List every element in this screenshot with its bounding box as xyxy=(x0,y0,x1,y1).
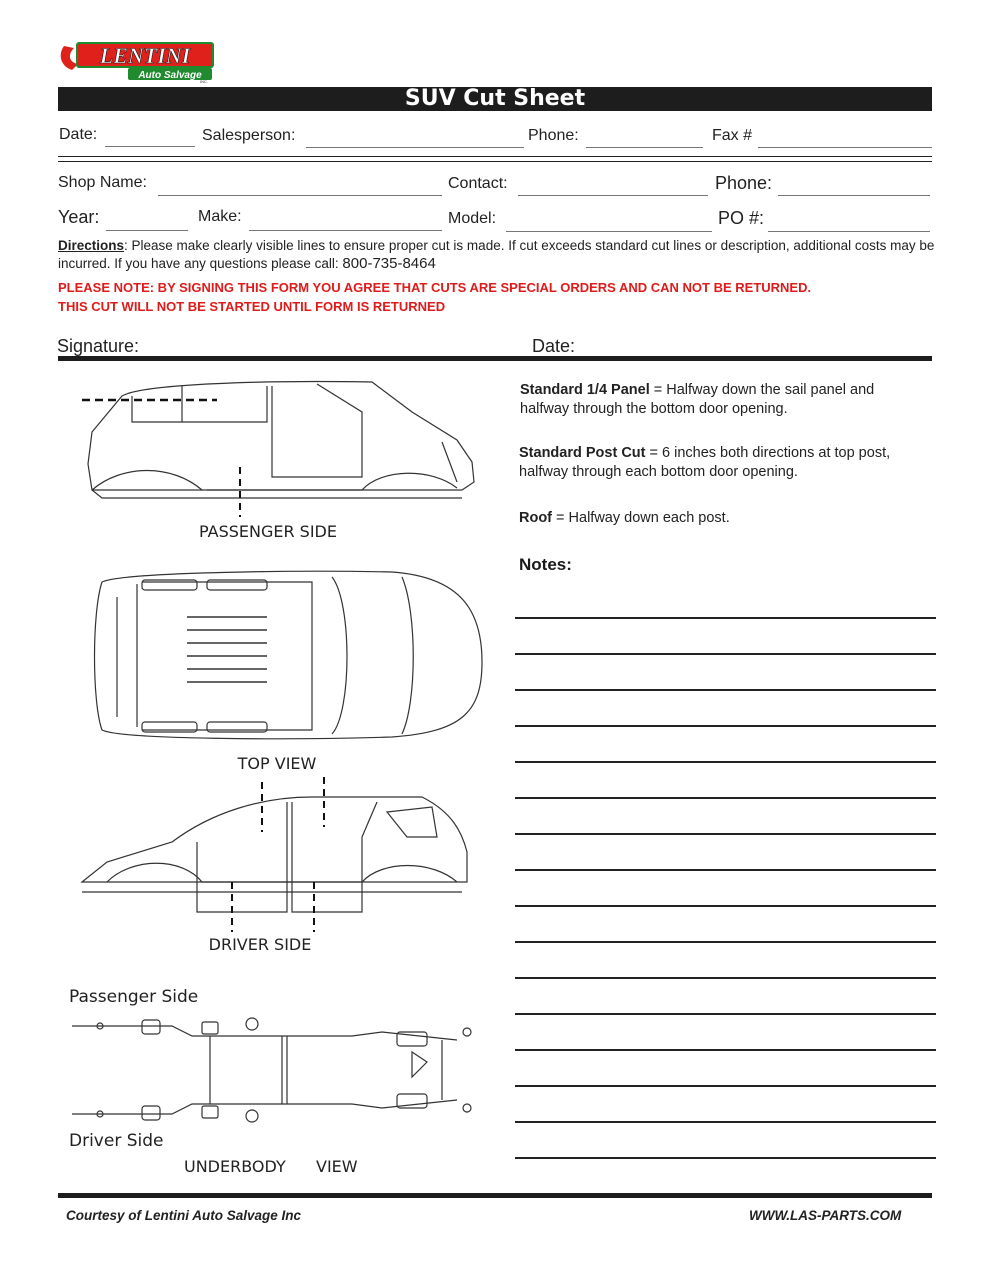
phone-label-1: Phone: xyxy=(528,127,579,144)
note-line[interactable] xyxy=(515,689,936,691)
vehicle-diagram xyxy=(62,372,490,1182)
directions-phone: 800-735-8464 xyxy=(342,255,436,272)
company-logo xyxy=(58,36,218,84)
note-line[interactable] xyxy=(515,941,936,943)
po-label: PO #: xyxy=(718,208,765,228)
signature-rule[interactable] xyxy=(58,356,932,361)
cut-desc: = Halfway down each post. xyxy=(552,510,730,526)
contact-field[interactable] xyxy=(518,195,708,196)
underbody-view-label: VIEW xyxy=(316,1157,358,1176)
note-line[interactable] xyxy=(515,905,936,907)
logo-inc: INC. xyxy=(200,79,208,84)
directions-text xyxy=(58,237,938,273)
signature-label: Signature: xyxy=(57,336,140,356)
note-line[interactable] xyxy=(515,869,936,871)
directions-body: : Please make clearly visible lines to ensure proper cut is made. If cut exceeds standard cut lines or description, additional costs may be incurred. If you have any questions please call: xyxy=(58,238,935,271)
phone-field-2[interactable] xyxy=(778,195,930,196)
notice-text xyxy=(58,278,938,316)
note-line[interactable] xyxy=(515,725,936,727)
footer-website-link[interactable]: WWW.LAS-PARTS.COM xyxy=(749,1208,902,1223)
po-field[interactable] xyxy=(768,231,930,232)
note-line[interactable] xyxy=(515,1085,936,1087)
footer-rule xyxy=(58,1193,932,1198)
underbody-passenger-label: Passenger Side xyxy=(69,987,199,1007)
cut-info-quarter-panel xyxy=(520,381,920,419)
date-label: Date: xyxy=(59,126,98,143)
cut-term: Roof xyxy=(519,510,553,526)
cut-term: Standard 1/4 Panel xyxy=(520,382,650,398)
year-label: Year: xyxy=(58,207,100,227)
title-bar xyxy=(58,87,932,111)
cut-term: Standard Post Cut xyxy=(519,445,646,461)
notice-line-2: THIS CUT WILL NOT BE STARTED UNTIL FORM IS RETURNED xyxy=(58,299,446,314)
notice-line-1: PLEASE NOTE: BY SIGNING THIS FORM YOU AGREE THAT CUTS ARE SPECIAL ORDERS AND CAN NOT BE RETURNED. xyxy=(58,280,812,295)
year-field[interactable] xyxy=(106,230,188,231)
note-line[interactable] xyxy=(515,617,936,619)
top-view-drawing xyxy=(95,571,483,738)
cut-info-roof xyxy=(519,509,919,528)
divider-top xyxy=(58,156,932,157)
note-line[interactable] xyxy=(515,761,936,763)
fax-field[interactable] xyxy=(758,147,932,148)
cut-info-post-cut xyxy=(519,444,919,482)
note-line[interactable] xyxy=(515,1013,936,1015)
make-label: Make: xyxy=(198,208,242,225)
top-view-label: TOP VIEW xyxy=(237,754,317,773)
shop-name-label: Shop Name: xyxy=(58,174,147,191)
cut-desc: = Halfway down the sail panel and halfway through the bottom door opening. xyxy=(520,382,875,417)
note-line[interactable] xyxy=(515,653,936,655)
phone-label-2: Phone: xyxy=(715,173,773,193)
underbody-drawing xyxy=(72,1018,471,1122)
notes-title: Notes: xyxy=(519,555,572,574)
note-line[interactable] xyxy=(515,1121,936,1123)
phone-field-1[interactable] xyxy=(586,147,703,148)
logo-subtext: Auto Salvage xyxy=(138,70,202,81)
note-line[interactable] xyxy=(515,1157,936,1159)
passenger-side-drawing xyxy=(82,382,474,517)
underbody-driver-label: Driver Side xyxy=(69,1131,164,1151)
note-line[interactable] xyxy=(515,977,936,979)
directions-label: Directions xyxy=(58,238,125,253)
logo-text: LENTINI xyxy=(99,43,191,68)
driver-side-drawing xyxy=(82,777,467,932)
note-line[interactable] xyxy=(515,797,936,799)
salesperson-field[interactable] xyxy=(306,147,524,148)
salesperson-label: Salesperson: xyxy=(202,127,296,144)
fax-label: Fax # xyxy=(712,127,753,144)
make-field[interactable] xyxy=(249,230,442,231)
date-field[interactable] xyxy=(105,146,195,147)
page-title: SUV Cut Sheet xyxy=(404,86,586,111)
model-field[interactable] xyxy=(506,231,712,232)
note-line[interactable] xyxy=(515,1049,936,1051)
cut-desc: = 6 inches both directions at top post, halfway through each bottom door opening. xyxy=(519,445,891,480)
shop-name-field[interactable] xyxy=(158,195,442,196)
note-line[interactable] xyxy=(515,833,936,835)
passenger-side-label: PASSENGER SIDE xyxy=(199,522,337,541)
footer-courtesy: Courtesy of Lentini Auto Salvage Inc xyxy=(66,1208,302,1223)
divider-top-2 xyxy=(58,161,932,162)
underbody-label: UNDERBODY xyxy=(184,1157,286,1176)
contact-label: Contact: xyxy=(448,175,508,192)
signature-date-label: Date: xyxy=(532,336,576,356)
model-label: Model: xyxy=(448,210,497,227)
driver-side-label: DRIVER SIDE xyxy=(208,935,312,954)
